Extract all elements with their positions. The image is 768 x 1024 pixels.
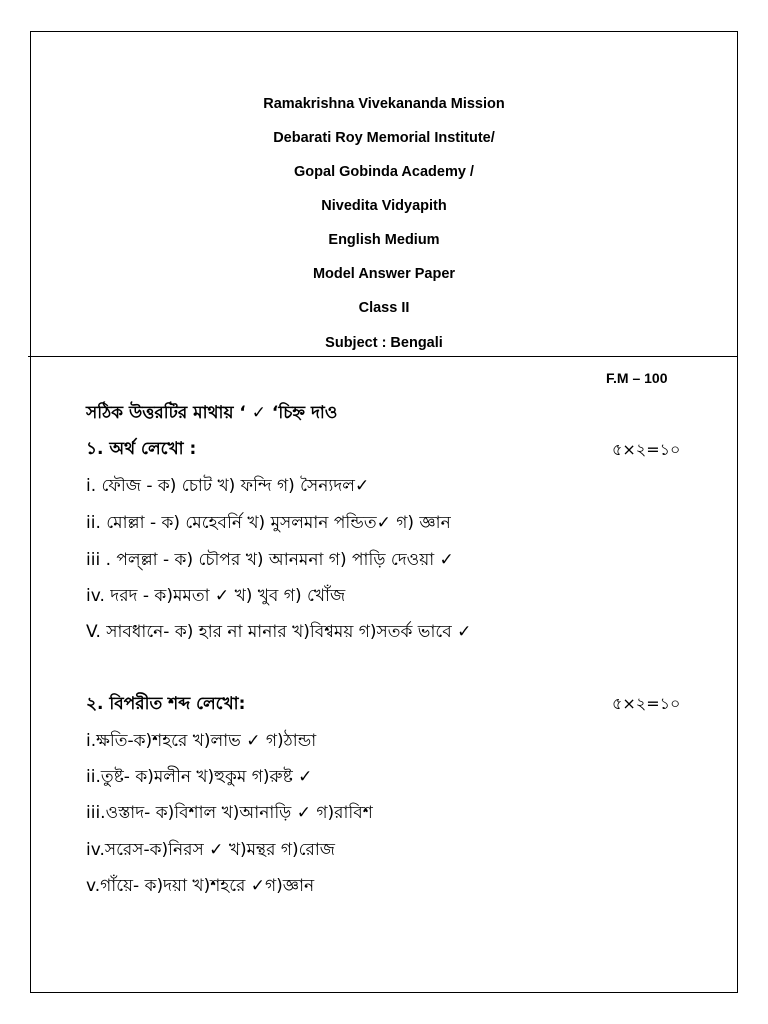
school-name-line-4: Nivedita Vidyapith [321, 198, 447, 214]
instruction: সঠিক উত্তরটির মাথায় ‘ ✓ ‘চিহ্ন দাও [86, 403, 338, 423]
header-divider [28, 356, 738, 357]
school-name-line-3: Gopal Gobinda Academy / [294, 164, 474, 180]
section2-item: ii.তুষ্ট- ক)মলীন খ)হুকুম গ)রুষ্ট ✓ [86, 767, 313, 787]
section2-item: i.ক্ষতি-ক)শহরে খ)লাভ ✓ গ)ঠান্ডা [86, 731, 317, 751]
section1-item: i. ফৌজ - ক) চোট খ) ফন্দি গ) সৈন্যদল✓ [86, 476, 370, 496]
section1-item: ii. মোল্লা - ক) মেহেবর্নি খ) মুসলমান পন্ডিত✓ গ) জ্ঞান [86, 513, 451, 533]
section2-item: iii.ওস্তাদ- ক)বিশাল খ)আনাড়ি ✓ গ)রাবিশ [86, 803, 373, 823]
paper-type-label: Model Answer Paper [312, 266, 456, 282]
section1-item: iii . পল্ল্লা - ক) চৌপর খ) আনমনা গ) পাড়ি দেওয়া ✓ [86, 550, 454, 570]
section1-marks: ৫×২=১০ [612, 440, 681, 459]
class-label: Class II [358, 300, 410, 316]
section1-item: iv. দরদ - ক)মমতা ✓ খ) খুব গ) খোঁজ [86, 586, 346, 606]
section2-title: ২. বিপরীত শব্দ লেখো: [86, 694, 246, 714]
subject-label: Subject : Bengali [325, 335, 443, 351]
section2-marks: ৫×২=১০ [612, 694, 681, 713]
full-marks: F.M – 100 [606, 370, 668, 386]
school-name-line-2: Debarati Roy Memorial Institute/ [273, 130, 495, 146]
section2-item: iv.সরেস-ক)নিরস ✓ খ)মন্থর গ)রোজ [86, 840, 336, 860]
section1-item: V. সাবধানে- ক) হার না মানার খ)বিশ্বময় গ)সতর্ক ভাবে ✓ [86, 622, 472, 642]
school-name-line-1: Ramakrishna Vivekananda Mission [263, 96, 505, 112]
medium-label: English Medium [328, 232, 440, 248]
section2-item: v.গাঁয়ে- ক)দয়া খ)শহরে ✓গ)জ্ঞান [86, 876, 315, 896]
section1-title: ১. অর্থ লেখো : [86, 439, 197, 459]
